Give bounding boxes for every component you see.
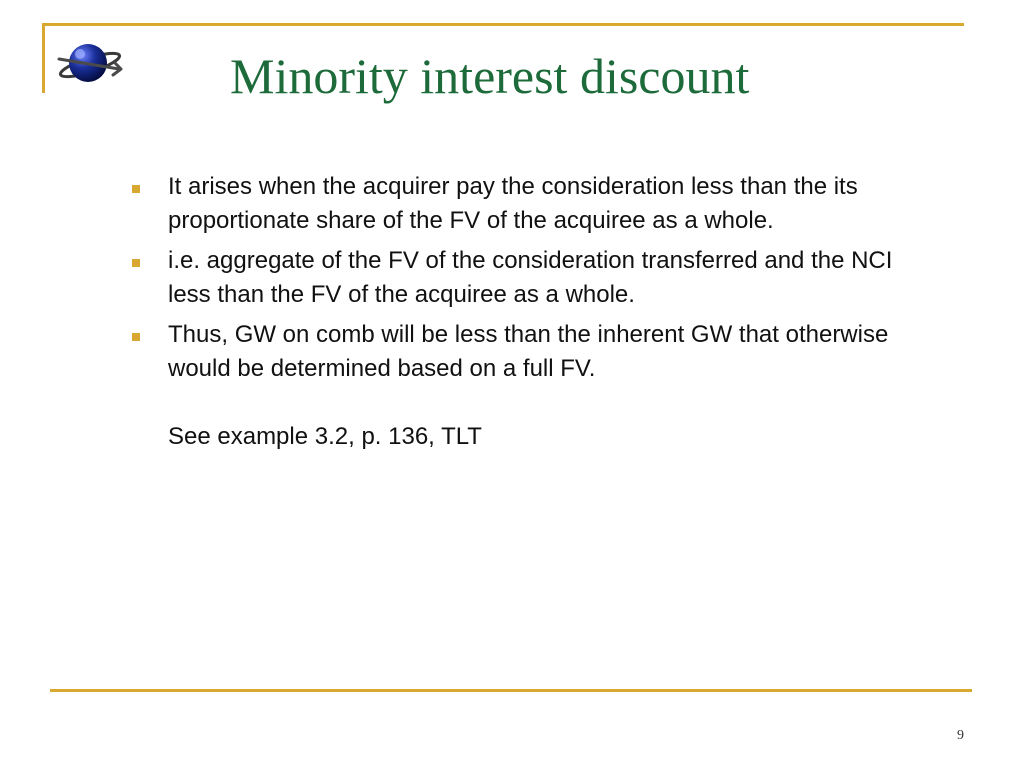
- header-left-rule: [42, 23, 45, 93]
- globe-logo-icon: [57, 37, 123, 93]
- bullet-list: [128, 170, 918, 386]
- bullet-item: [128, 244, 918, 312]
- example-reference: See example 3.2, p. 136, TLT: [168, 423, 482, 450]
- footer-rule: [50, 689, 972, 692]
- bullet-text: It arises when the acquirer pay the consideration less than the its proportionate share of the FV of the acquiree as a whole.: [168, 173, 858, 234]
- page-number: 9: [957, 728, 964, 743]
- bullet-item: [128, 170, 918, 238]
- square-bullet-icon: [132, 185, 140, 193]
- square-bullet-icon: [132, 259, 140, 267]
- square-bullet-icon: [132, 333, 140, 341]
- bullet-item: [128, 318, 918, 386]
- slide-content: [128, 170, 918, 454]
- bullet-text: Thus, GW on comb will be less than the inherent GW that otherwise would be determined based on a full FV.: [168, 321, 889, 382]
- header-top-rule: [42, 23, 964, 26]
- bullet-text: i.e. aggregate of the FV of the consideration transferred and the NCI less than the FV of the acquiree as a whole.: [168, 247, 893, 308]
- slide-title: Minority interest discount: [230, 48, 750, 104]
